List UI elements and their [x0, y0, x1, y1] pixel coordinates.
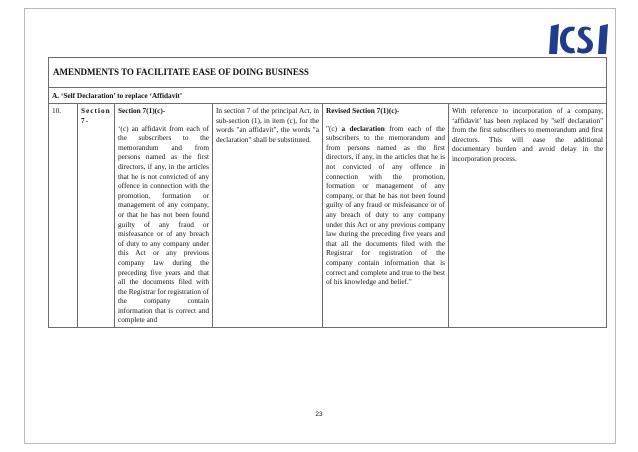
revised-prefix: "(c): [326, 123, 342, 133]
rationale-cell: [449, 104, 607, 328]
revised-heading: Revised Section 7(1)(c)-: [326, 106, 400, 115]
existing-text: ‘(c) an affidavit from each of the subscribers to the memorandum and from persons named as the first directors, if any, in the articles that he is not convicted of any offence in connection with the promotion, formation or management of any company, or that he has not been found guilty of any fraud or misfeasance or of any breach of duty to any company under this Act or any previous company law during the preceding five years and that all the documents filed with the Registrar for registration of the company contain information that is correct and complete and: [118, 123, 209, 325]
existing-heading: Section 7(1)(c)-: [118, 106, 166, 115]
revised-text: from each of the subscribers to the memorandum and from persons named as the first directors, if any, in the articles that he is not convicted of any offence in connection with the promotion, formation or management of any company, or that he has not been found guilty of any fraud or misfeasance or of any breach of duty to any company under this Act or any previous company law during the preceding five years and that all the documents filed with the Registrar for registration of the company contain information that is correct and complete and true to the best of his knowledge and belief.": [326, 123, 445, 287]
amendments-table: [48, 57, 607, 328]
icsi-logo: [547, 22, 613, 56]
revised-provision-cell: [323, 104, 449, 328]
page-number: 23: [315, 411, 323, 418]
amendment-text: In section 7 of the principal Act, in sub-section (1), in item (c), for the words "an affidavit", the words "a declaration" shall be substituted.: [216, 106, 319, 144]
table-subtitle: A. ‘Self Declaration’ to replace ‘Affidavit’: [49, 88, 607, 104]
amendment-cell: [213, 104, 323, 328]
table-title: AMENDMENTS TO FACILITATE EASE OF DOING BUSINESS: [49, 58, 607, 88]
revised-bold-term: a declaration: [341, 123, 385, 133]
serial-number: 10.: [49, 104, 78, 328]
section-label: Section 7-: [78, 104, 115, 328]
table-title-row: [49, 58, 607, 88]
table-subtitle-row: [49, 88, 607, 104]
existing-provision-cell: [115, 104, 213, 328]
rationale-text: With reference to incorporation of a company, ‘affidavit’ has been replaced by "self declaration" from the first subscribers to memorandum and first directors. This will ease the additional documentary burden and avoid delay in the incorporation process.: [452, 106, 604, 163]
table-row: [49, 104, 607, 328]
